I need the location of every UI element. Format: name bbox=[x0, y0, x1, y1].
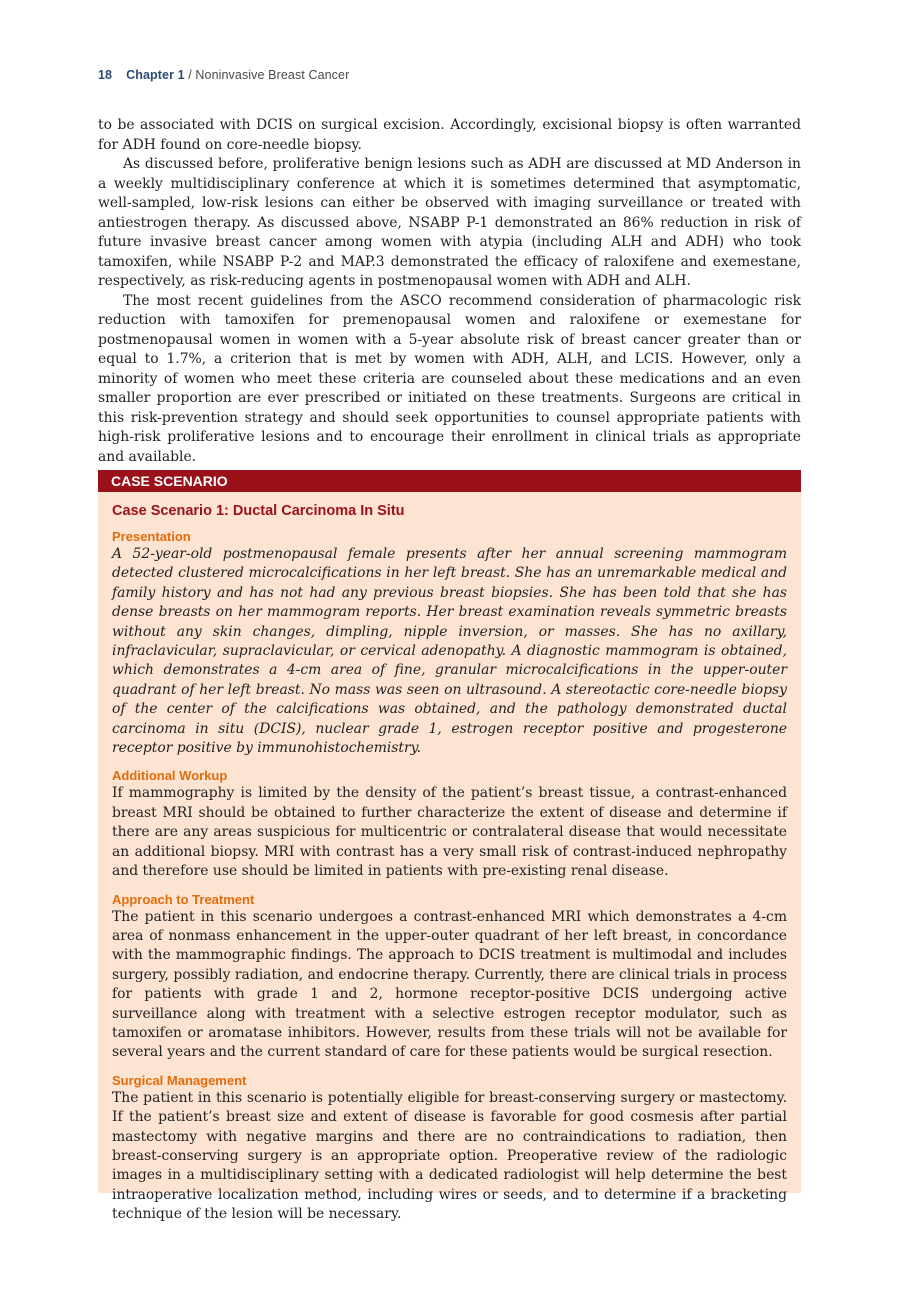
body-paragraph: to be associated with DCIS on surgical excision. Accordingly, excisional biopsy is often warranted for ADH found on core-needle biopsy. bbox=[98, 117, 801, 153]
section-title-approach-to-treatment: Approach to Treatment bbox=[112, 891, 255, 907]
body-paragraph: As discussed before, proliferative benign lesions such as ADH are discussed at MD Anderson in a weekly multidisciplinary conference at which it is sometimes determined that asymptomatic, well-sampled, low-risk lesions can either be observed with imaging surveillance or treated with antiestrogen therapy. As discussed above, NSABP P-1 demonstrated an 86% reduction in risk of future invasive breast cancer among women with atypia (including ALH and ADH) who took tamoxifen, while NSABP P-2 and MAP.3 demonstrated the efficacy of raloxifene and exemestane, respectively, as risk-reducing agents in postmenopausal women with ADH and ALH. bbox=[98, 156, 801, 289]
section-title-presentation: Presentation bbox=[112, 529, 191, 544]
section-body-presentation: A 52-year-old postmenopausal female presents after her annual screening mammogram detected clustered microcalcifications in her left breast. She has an unremarkable medical and family history and has not had any previous breast biopsies. She has been told that she has dense breasts on her mammogram reports. Her breast examination reveals symmetric breasts without any skin changes, dimpling, nipple inversion, or masses. She has no axillary, infraclavicular, supraclavicular, or cervical adenopathy. A diagnostic mammogram is obtained, which demonstrates a 4-cm area of fine, granular microcalcifications in the upper-outer quadrant of her left breast. No mass was seen on ultrasound. A stereotactic core-needle biopsy of the center of the calcifications was obtained, and the pathology demonstrated ductal carcinoma in situ (DCIS), nuclear grade 1, estrogen receptor positive and progesterone receptor positive by immunohistochemistry. bbox=[112, 546, 787, 757]
section-body-approach-to-treatment: The patient in this scenario undergoes a contrast-enhanced MRI which demonstrates a 4-cm area of nonmass enhancement in the upper-outer quadrant of her left breast, in concordance with the mammographic findings. The approach to DCIS treatment is multimodal and includes surgery, possibly radiation, and endocrine therapy. Currently, there are clinical trials in process for patients with grade 1 and 2, hormone receptor-positive DCIS undergoing active surveillance along with treatment with a selective estrogen receptor modulator, such as tamoxifen or aromatase inhibitors. However, results from these trials will not be available for several years and the current standard of care for these patients would be surgical resection. bbox=[112, 908, 787, 1061]
chapter-title: Noninvasive Breast Cancer bbox=[195, 68, 350, 82]
section-title-additional-workup: Additional Workup bbox=[112, 768, 228, 784]
body-paragraph: The most recent guidelines from the ASCO recommend consideration of pharmacologic risk reduction with tamoxifen for premenopausal women and raloxifene or exemestane for postmenopausal women in women with a 5-year absolute risk of breast cancer greater than or equal to 1.7%, a criterion that is met by women with ADH, ALH, and LCIS. However, only a minority of women who meet these criteria are counseled about these medications and an even smaller proportion are ever prescribed or initiated on these treatments. Surgeons are critical in this risk-prevention strategy and should seek opportunities to counsel appropriate patients with high-risk proliferative lesions and to encourage their enrollment in clinical trials as appropriate and available. bbox=[98, 292, 801, 465]
running-head bbox=[98, 68, 349, 82]
page-number: 18 bbox=[98, 68, 113, 82]
section-title-surgical-management: Surgical Management bbox=[112, 1072, 247, 1088]
case-scenario-title: Case Scenario 1: Ductal Carcinoma In Situ bbox=[112, 503, 405, 519]
body-text bbox=[98, 116, 801, 467]
running-head-separator: / bbox=[184, 68, 196, 82]
section-body-surgical-management: The patient in this scenario is potentially eligible for breast-conserving surgery or mastectomy. If the patient’s breast size and extent of disease is favorable for good cosmesis after partial mastectomy with negative margins and there are no contraindications to radiation, then breast-conserving surgery is an appropriate option. Preoperative review of the radiologic images in a multidisciplinary setting with a dedicated radiologist will help determine the best intraoperative localization method, including wires or seeds, and to determine if a bracketing technique of the lesion will be necessary. bbox=[112, 1089, 787, 1223]
section-body-additional-workup: If mammography is limited by the density of the patient’s breast tissue, a contrast-enhanced breast MRI should be obtained to further characterize the extent of disease and determine if there are any areas suspicious for multicentric or contralateral disease that would necessitate an additional biopsy. MRI with contrast has a very small risk of contrast-induced nephropathy and therefore use should be limited in patients with pre-existing renal disease. bbox=[112, 785, 787, 880]
case-scenario-header: CASE SCENARIO bbox=[98, 470, 801, 492]
case-scenario-box bbox=[98, 470, 801, 1223]
chapter-label: Chapter 1 bbox=[126, 68, 185, 82]
case-scenario-content bbox=[98, 492, 801, 1225]
